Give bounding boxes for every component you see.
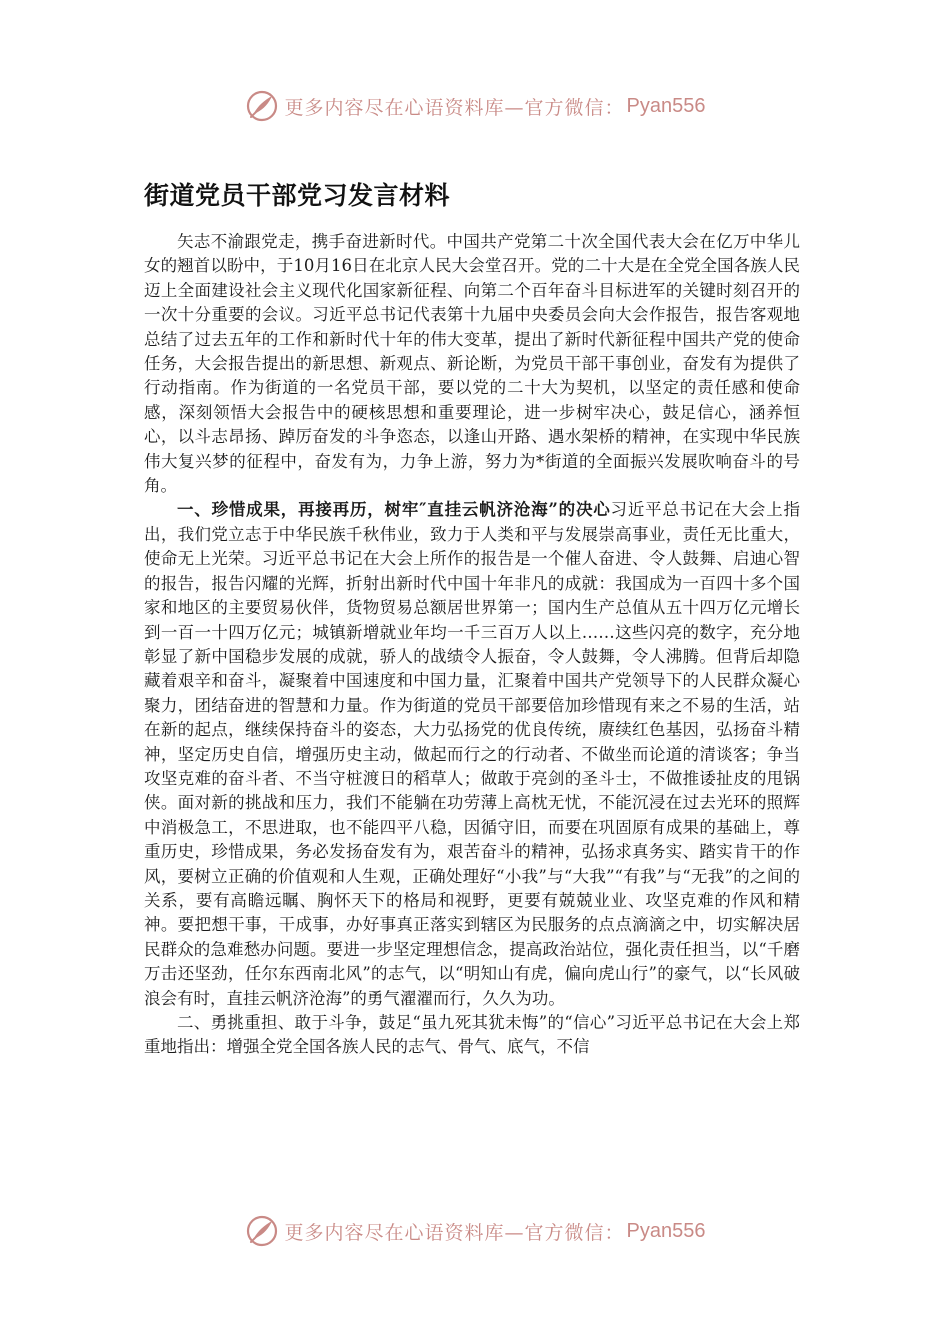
paragraph-section-two	[144, 1011, 800, 1060]
header-watermark-banner	[0, 86, 950, 126]
section-heading: 一、珍惜成果，再接再历，树牢″直挂云帆济沧海”的决心	[177, 500, 611, 520]
paragraph-intro	[144, 230, 800, 498]
quill-logo-icon	[245, 1214, 279, 1248]
document-title: 街道党员干部党习发言材料	[144, 181, 451, 210]
document-body	[144, 230, 800, 1060]
quill-logo-icon	[245, 89, 279, 123]
paragraph-section-one	[144, 498, 800, 1011]
footer-watermark-banner	[0, 1211, 950, 1251]
banner-text: 更多内容尽在心语资料库—官方微信：	[284, 1221, 625, 1244]
banner-wechat-id: Pyan556	[626, 1219, 706, 1242]
paragraph-text: 习近平总书记在大会上指出，我们党立志于中华民族千秋伟业，致力于人类和平与发展崇高事业，责任无比重大，使命无上光荣。习近平总书记在大会上所作的报告是一个催人奋进、令人鼓舞、启迪心智的报告，报告闪耀的光辉，折射出新时代中国十年非凡的成就：我国成为一百四十多个国家和地区的主要贸易伙伴，货物贸易总额居世界第一；国内生产总值从五十四万亿元增长到一百一十四万亿元；城镇新增就业年均一千三百万人以上……这些闪亮的数字，充分地彰显了新中国稳步发展的成就，骄人的战绩令人振奋，令人鼓舞，令人沸腾。但背后却隐藏着艰辛和奋斗，凝聚着中国速度和中国力量，汇聚着中国共产党领导下的人民群众凝心聚力，团结奋进的智慧和力量。作为街道的党员干部要倍加珍惜现有来之不易的生活，站在新的起点，继续保持奋斗的姿态，大力弘扬党的优良传统，赓续红色基因，弘扬奋斗精神，坚定历史自信，增强历史主动，做起而行之的行动者、不做坐而论道的清谈客；争当攻坚克难的奋斗者、不当守桩渡日的稻草人；做敢于亮剑的圣斗士，不做推诿扯皮的甩锅侠。面对新的挑战和压力，我们不能躺在功劳薄上高枕无忧，不能沉浸在过去光环的照辉中消极急工，不思进取，也不能四平八稳，因循守旧，而要在巩固原有成果的基础上，尊重历史，珍惜成果，务必发扬奋发有为，艰苦奋斗的精神，弘扬求真务实、踏实肯干的作风，要树立正确的价值观和人生观，正确处理好“小我”与“大我”“有我”与“无我”的之间的关系，要有高瞻远瞩、胸怀天下的格局和视野，更要有兢兢业业、攻坚克难的作风和精神。要把想干事，干成事，办好事真正落实到辖区为民服务的点点滴滴之中，切实解决居民群众的急难愁办问题。要进一步坚定理想信念，提高政治站位，强化责任担当，以“千磨万击还坚劲，任尔东西南北风”的志气，以“明知山有虎，偏向虎山行”的豪气，以“长风破浪会有时，直挂云帆济沧海”的勇气濯濯而行，久久为功。	[144, 500, 800, 1008]
banner-wechat-id: Pyan556	[626, 94, 706, 117]
paragraph-text: 矢志不渝跟党走，携手奋进新时代。中国共产党第二十次全国代表大会在亿万中华儿女的翘首以盼中，于10月16日在北京人民大会堂召开。党的二十大是在全党全国各族人民迈上全面建设社会主义现代化国家新征程、向第二个百年奋斗目标进军的关键时刻召开的一次十分重要的会议。习近平总书记代表第十九届中央委员会向大会作报告，报告客观地总结了过去五年的工作和新时代十年的伟大变革，提出了新时代新征程中国共产党的使命任务，大会报告提出的新思想、新观点、新论断，为党员干部干事创业，奋发有为提供了行动指南。作为街道的一名党员干部，要以党的二十大为契机，以坚定的责任感和使命感，深刻领悟大会报告中的硬核思想和重要理论，进一步树牢决心，鼓足信心，涵养恒心，以斗志昂扬、踔厉奋发的斗争恣态，以逢山开路、遇水架桥的精神，在实现中华民族伟大复兴梦的征程中，奋发有为，力争上游，努力为*街道的全面振兴发展吹响奋斗的号角。	[144, 232, 800, 496]
banner-text: 更多内容尽在心语资料库—官方微信：	[284, 96, 625, 119]
paragraph-text: 二、勇挑重担、敢于斗争，鼓足“虽九死其犹未悔”的“信心”习近平总书记在大会上郑重地指出：增强全党全国各族人民的志气、骨气、底气，不信	[144, 1013, 800, 1057]
